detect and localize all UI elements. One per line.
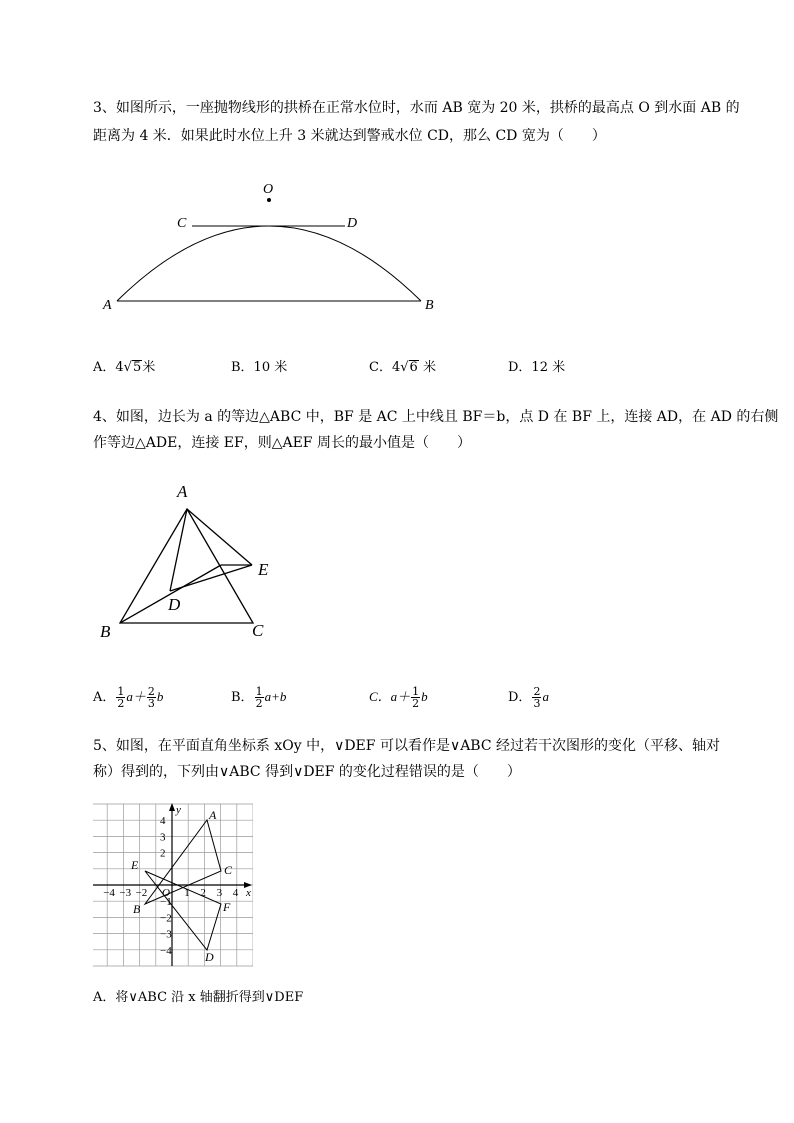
vertex-point-o xyxy=(267,198,271,202)
q4-text-line2: 作等边△ADE，连接 EF，则△AEF 周长的最小值是（ ） xyxy=(93,435,471,451)
x-tick-label: −3 xyxy=(119,887,132,899)
x-axis-label: x xyxy=(246,887,251,899)
fraction xyxy=(532,686,541,709)
q3-option-c[interactable] xyxy=(369,358,436,378)
y-tick-label: −3 xyxy=(160,928,172,941)
q4-option-b[interactable] xyxy=(231,686,286,709)
triangle-def xyxy=(145,871,221,950)
label-a: A xyxy=(103,298,112,313)
y-tick-label: −4 xyxy=(160,944,172,957)
q5-text-line2: 称）得到的，下列由∨ABC 得到∨DEF 的变化过程错误的是（ ） xyxy=(93,764,521,780)
y-tick-label: 3 xyxy=(160,831,166,844)
fraction-denominator: 3 xyxy=(147,697,155,710)
q4-option-c-end: b xyxy=(421,689,428,704)
q4-option-c[interactable] xyxy=(369,686,428,709)
label-e: E xyxy=(131,858,139,872)
label-c: C xyxy=(252,621,264,640)
q3-option-b[interactable]: B．10 米 xyxy=(231,360,288,375)
q3-option-c-radicand: 6 xyxy=(409,360,418,375)
q4-option-b-end: a+b xyxy=(264,689,287,704)
q3-option-a[interactable] xyxy=(93,358,155,378)
q4-option-a[interactable] xyxy=(93,686,163,709)
y-tick-label: −2 xyxy=(160,912,172,925)
q4-option-d-end: a xyxy=(542,689,549,704)
triangle-abc xyxy=(120,509,253,623)
label-c: C xyxy=(177,216,187,231)
segment-ad xyxy=(170,509,187,591)
sqrt-symbol: √ xyxy=(400,360,409,375)
fraction xyxy=(147,686,156,709)
q3-option-a-prefix: A．4 xyxy=(93,360,124,375)
q3-option-c-prefix: C．4 xyxy=(369,360,401,375)
label-d: D xyxy=(168,595,181,614)
fraction-denominator: 2 xyxy=(255,697,263,710)
q5-coordinate-grid xyxy=(93,803,253,968)
q4-option-b-prefix: B． xyxy=(231,690,254,705)
fraction-numerator: 1 xyxy=(412,685,420,698)
fraction-numerator: 1 xyxy=(255,685,263,698)
median-bf xyxy=(120,565,221,623)
label-a: A xyxy=(209,808,217,822)
triangle-abc xyxy=(145,820,221,904)
y-tick-label: 2 xyxy=(160,847,166,860)
q5-text-line1: 5、如图，在平面直角坐标系 xOy 中，∨DEF 可以看作是∨ABC 经过若干次图形的变化（平移、轴对 xyxy=(93,738,721,754)
x-tick-label: 3 xyxy=(216,887,223,899)
segment-de xyxy=(170,565,252,591)
q4-option-a-mid: a＋ xyxy=(126,689,146,704)
y-tick-label: −1 xyxy=(160,896,172,909)
fraction xyxy=(411,686,420,709)
origin-label: O xyxy=(162,887,170,899)
label-a: A xyxy=(177,482,188,501)
q3-option-c-unit: 米 xyxy=(422,360,436,375)
fraction-numerator: 1 xyxy=(117,685,125,698)
sqrt-symbol: √ xyxy=(123,360,132,375)
label-b: B xyxy=(425,298,434,313)
fraction xyxy=(255,686,264,709)
label-f: F xyxy=(223,900,231,914)
q3-text-line2: 距离为 4 米．如果此时水位上升 3 米就达到警戒水位 CD，那么 CD 宽为（ ） xyxy=(93,128,606,144)
label-d: D xyxy=(205,950,214,964)
label-d: D xyxy=(347,216,358,231)
label-e: E xyxy=(258,560,269,579)
x-tick-label: 1 xyxy=(184,887,190,899)
q3-text-line1: 3、如图所示，一座抛物线形的拱桥在正常水位时，水而 AB 宽为 20 米，拱桥的最高点 O 到水面 AB 的 xyxy=(93,100,740,116)
q5-option-a[interactable]: A．将∨ABC 沿 x 轴翻折得到∨DEF xyxy=(93,990,304,1005)
q3-option-d[interactable]: D．12 米 xyxy=(508,360,566,375)
fraction-denominator: 2 xyxy=(117,697,125,710)
fraction-numerator: 2 xyxy=(533,685,541,698)
label-o: O xyxy=(263,182,274,197)
q3-option-a-radicand: 5 xyxy=(132,360,142,375)
x-tick-label: 4 xyxy=(232,887,239,899)
q4-option-a-prefix: A． xyxy=(93,690,116,705)
fraction-denominator: 2 xyxy=(412,697,420,710)
q3-option-a-unit: 米 xyxy=(142,360,156,375)
q3-bridge-figure xyxy=(95,175,445,315)
x-tick-label: 2 xyxy=(200,887,206,899)
x-tick-label: −2 xyxy=(135,887,148,899)
y-tick-label: 4 xyxy=(160,815,166,828)
y-axis-label: y xyxy=(176,804,181,816)
fraction xyxy=(116,686,125,709)
parabola-arch xyxy=(117,226,421,301)
q4-option-d[interactable] xyxy=(508,686,549,709)
fraction-numerator: 2 xyxy=(147,685,155,698)
q4-text-line1: 4、如图，边长为 a 的等边△ABC 中，BF 是 AC 上中线且 BF＝b，点 D 在 BF 上，连接 AD，在 AD 的右侧 xyxy=(93,409,779,425)
segment-ae xyxy=(187,509,252,565)
label-b: B xyxy=(100,622,111,641)
label-b: B xyxy=(133,902,141,916)
label-c: C xyxy=(224,863,233,877)
fraction-denominator: 3 xyxy=(533,697,541,710)
q4-option-d-prefix: D． xyxy=(508,690,532,705)
q4-option-a-end: b xyxy=(156,689,164,704)
q4-option-c-prefix: C．a＋ xyxy=(369,689,411,704)
x-tick-label: −4 xyxy=(103,887,115,899)
q4-triangle-figure xyxy=(95,478,285,643)
